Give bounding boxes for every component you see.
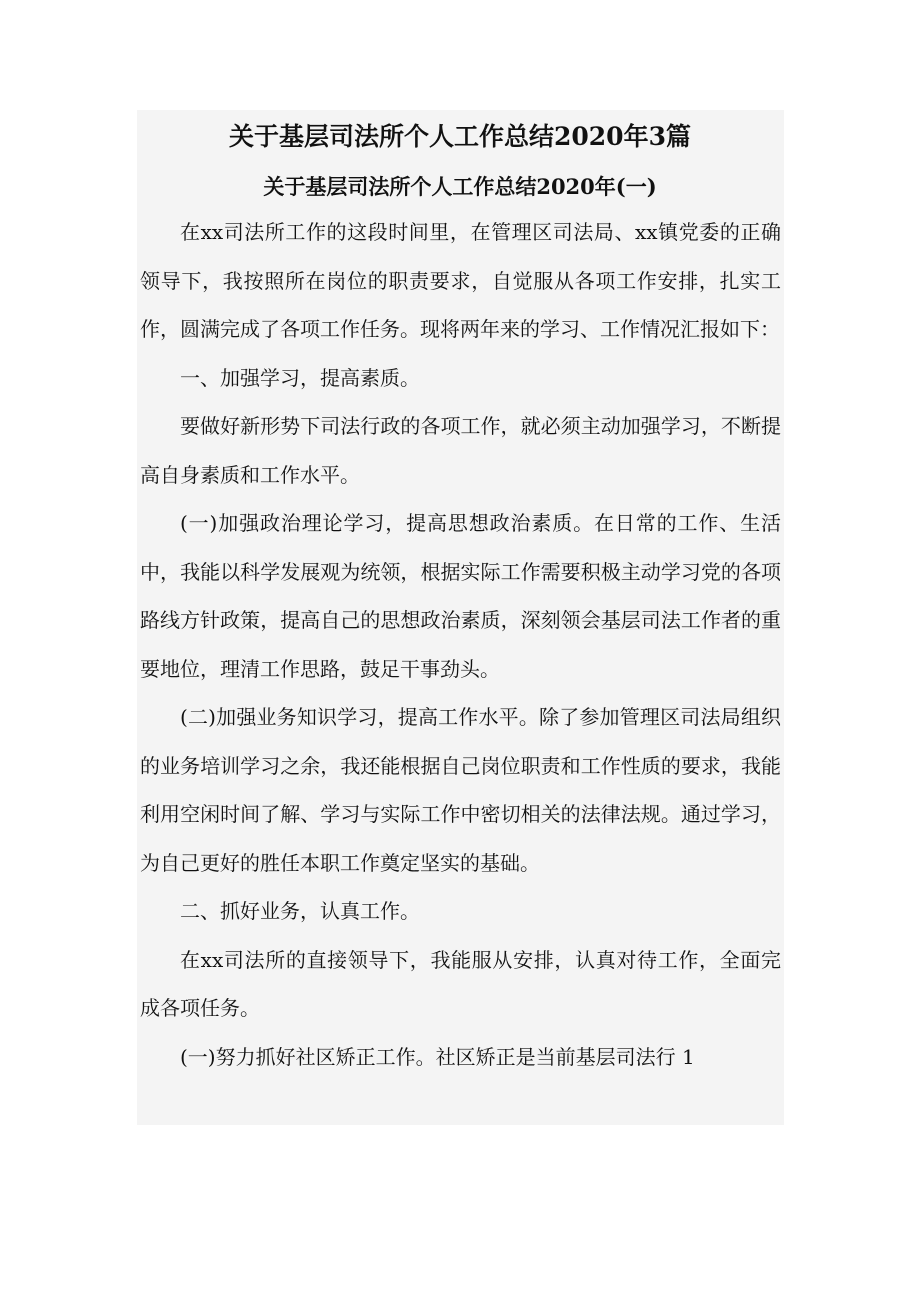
paragraph-political-study: (一)加强政治理论学习，提高思想政治素质。在日常的工作、生活中，我能以科学发展观为统领，根据实际工作需要积极主动学习党的各项路线方针政策，提高自己的思想政治素质，深刻领会基层司法工作者的重要地位，理清工作思路，鼓足干事劲头。: [140, 511, 781, 681]
document-main-title: 关于基层司法所个人工作总结2020年3篇: [229, 122, 691, 151]
paragraph-direct-leadership: 在xx司法所的直接领导下，我能服从安排，认真对待工作，全面完成各项任务。: [140, 947, 781, 1020]
document-body: [140, 208, 781, 1081]
paragraph-study-importance: 要做好新形势下司法行政的各项工作，就必须主动加强学习，不断提高自身素质和工作水平。: [140, 414, 781, 487]
heading-section-one: 一、加强学习，提高素质。: [180, 365, 420, 390]
paragraph-professional-study: (二)加强业务知识学习，提高工作水平。除了参加管理区司法局组织的业务培训学习之余，我还能根据自己岗位职责和工作性质的要求，我能利用空闲时间了解、学习与实际工作中密切相关的法律法规。通过学习，为自己更好的胜任本职工作奠定坚实的基础。: [140, 705, 781, 875]
paragraph-community-correction: (一)努力抓好社区矫正工作。社区矫正是当前基层司法行 1: [180, 1044, 695, 1069]
paragraph-intro: 在xx司法所工作的这段时间里，在管理区司法局、xx镇党委的正确领导下，我按照所在岗位的职责要求，自觉服从各项工作安排，扎实工作，圆满完成了各项工作任务。现将两年来的学习、工作情况汇报如下：: [140, 220, 781, 341]
document-section-title: 关于基层司法所个人工作总结2020年(一): [263, 174, 657, 199]
heading-section-two: 二、抓好业务，认真工作。: [180, 899, 420, 923]
